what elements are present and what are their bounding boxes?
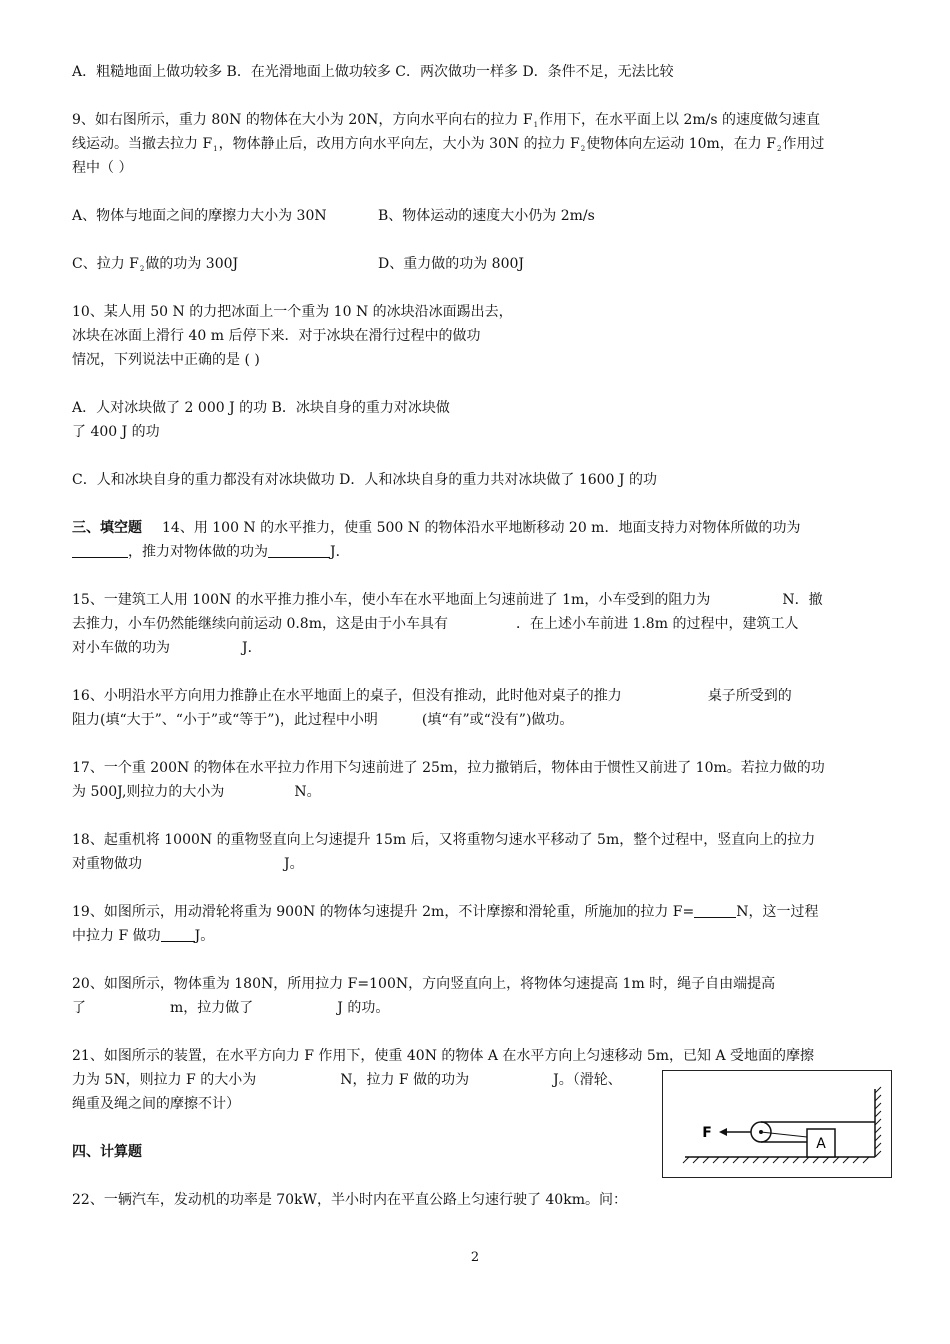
- q8-options: A．粗糙地面上做功较多 B．在光滑地面上做功较多 C．两次做功一样多 D．条件不足，无法比较: [72, 64, 674, 80]
- q21-line2-b: N，拉力 F 做的功为: [340, 1072, 470, 1088]
- force-label: F: [702, 1125, 712, 1141]
- q20-line1: 20、如图所示，物体重为 180N，所用拉力 F=100N，方向竖直向上，将物体匀速提高 1m 时，绳子自由端提高: [72, 976, 776, 992]
- section4-heading: 四、计算题: [72, 1144, 142, 1160]
- q9-option-c-b: 做的功为 300J: [145, 256, 239, 272]
- q15-line2-a: 去推力，小车仍然能继续向前运动 0.8m，这是由于小车具有: [72, 616, 448, 632]
- q19-line2-b: J。: [194, 928, 215, 944]
- q9-option-b: B、物体运动的速度大小仍为 2m/s: [378, 208, 595, 224]
- q17-line1: 17、一个重 200N 的物体在水平拉力作用下匀速前进了 25m，拉力撤销后，物体由于惯性又前进了 10m。若拉力做的功: [72, 760, 825, 776]
- q16-line1: [72, 686, 792, 706]
- answer-blank[interactable]: [268, 543, 330, 558]
- answer-blank[interactable]: [694, 903, 736, 918]
- q17-line2: [72, 782, 321, 802]
- subscript-1: 1: [533, 121, 539, 129]
- q14-text-c: J．: [330, 544, 350, 560]
- q16-line1-b: 桌子所受到的: [707, 688, 792, 704]
- block-a-label: A: [816, 1136, 826, 1152]
- q16-line2-b: (填“有”或“没有”)做功。: [421, 712, 574, 728]
- q19-line2-a: 中拉力 F 做功: [72, 928, 161, 944]
- q16-line1-a: 16、小明沿水平方向用力推静止在水平地面上的桌子，但没有推动，此时他对桌子的推力: [72, 688, 622, 704]
- subscript-2: 2: [139, 265, 145, 273]
- q19-line2: [72, 926, 214, 946]
- answer-blank[interactable]: [72, 543, 128, 558]
- q14-line1: [72, 518, 800, 538]
- q9-line2-c: 使物体向左运动 10m，在力 F: [586, 136, 776, 152]
- page-number: 2: [470, 1250, 480, 1265]
- answer-blank[interactable]: [161, 927, 195, 942]
- q15-line3: [72, 638, 262, 658]
- q20-line2-a: 了: [72, 1000, 86, 1016]
- q10-options-ab-cont: 了 400 J 的功: [72, 424, 160, 440]
- force-arrowhead: [719, 1128, 727, 1136]
- q15-line2-b: ．在上述小车前进 1.8m 的过程中，建筑工人: [516, 616, 799, 632]
- q9-line3: 程中（ ）: [72, 160, 133, 176]
- q18-line1: 18、起重机将 1000N 的重物竖直向上匀速提升 15m 后，又将重物匀速水平移动了 5m，整个过程中，竖直向上的拉力: [72, 832, 816, 848]
- q19-line1: [72, 902, 818, 922]
- q9-option-a: A、物体与地面之间的摩擦力大小为 30N: [72, 208, 327, 224]
- q14-text-b: ，推力对物体做的功为: [128, 544, 268, 560]
- q9-line2-b: ，物体静止后，改用方向水平向左，大小为 30N 的拉力 F: [218, 136, 580, 152]
- subscript-1: 1: [213, 145, 218, 153]
- q15-line1: [72, 590, 823, 610]
- q22-line1: 22、一辆汽车，发动机的功率是 70kW，半小时内在平直公路上匀速行驶了 40km。问：: [72, 1192, 627, 1208]
- q9-line2: [72, 134, 824, 159]
- q17-line2-b: N。: [294, 784, 321, 800]
- q20-line2-c: J 的功。: [337, 1000, 390, 1016]
- q18-line2: [72, 854, 304, 874]
- q18-line2-a: 对重物做功: [72, 856, 142, 872]
- q10-options-ab: A．人对冰块做了 2 000 J 的功 B．冰块自身的重力对冰块做: [72, 400, 450, 416]
- q10-options-cd: C．人和冰块自身的重力都没有对冰块做功 D．人和冰块自身的重力共对冰块做了 1600 J 的功: [72, 472, 657, 488]
- q9-option-c: [72, 254, 238, 279]
- q21-line2: [72, 1070, 622, 1090]
- q10-line3: 情况，下列说法中正确的是 ( ): [72, 352, 260, 368]
- q10-line2: 冰块在冰面上滑行 40 m 后停下来．对于冰块在滑行过程中的做功: [72, 328, 481, 344]
- pulley-figure: [662, 1070, 892, 1178]
- q14-text-a: 14、用 100 N 的水平推力，使重 500 N 的物体沿水平地断移动 20 m．地面支持力对物体所做的功为: [162, 520, 801, 536]
- q15-line2: [72, 614, 798, 634]
- pulley-diagram: [663, 1071, 891, 1177]
- q9-line2-a: 线运动。当撤去拉力 F: [72, 136, 213, 152]
- q18-line2-b: J。: [284, 856, 304, 872]
- subscript-2: 2: [776, 145, 782, 153]
- q15-line3-a: 对小车做的功为: [72, 640, 170, 656]
- q9-option-d: D、重力做的功为 800J: [378, 256, 525, 272]
- q9-line1-b: 作用下，在水平面上以 2m/s 的速度做匀速直: [539, 112, 821, 128]
- q9-line1-a: 9、如右图所示，重力 80N 的物体在大小为 20N，方向水平向右的拉力 F: [72, 112, 533, 128]
- q9-line2-d: 作用过: [782, 136, 825, 152]
- q21-line3: 绳重及绳之间的摩擦不计）: [72, 1096, 240, 1112]
- q19-line1-a: 19、如图所示，用动滑轮将重为 900N 的物体匀速提升 2m，不计摩擦和滑轮重，所施加的拉力 F=: [72, 904, 695, 920]
- q9-line1: [72, 110, 820, 135]
- wall-hatch: [875, 1087, 881, 1157]
- q14-line2: [72, 542, 350, 562]
- ground-hatch: [683, 1157, 869, 1163]
- q15-line1-a: 15、一建筑工人用 100N 的水平推力推小车，使小车在水平地面上匀速前进了 1m，小车受到的阻力为: [72, 592, 711, 608]
- q10-line1: 10、某人用 50 N 的力把冰面上一个重为 10 N 的冰块沿冰面踢出去，: [72, 304, 513, 320]
- q20-line2-b: m，拉力做了: [170, 1000, 254, 1016]
- q21-line2-a: 力为 5N，则拉力 F 的大小为: [72, 1072, 257, 1088]
- subscript-2: 2: [580, 145, 586, 153]
- q21-line2-c: J。（滑轮、: [553, 1072, 622, 1088]
- q16-line2-a: 阻力(填“大于”、“小于”或“等于”)，此过程中小明: [72, 712, 378, 728]
- q20-line2: [72, 998, 389, 1018]
- q15-line3-b: J．: [242, 640, 262, 656]
- q19-line1-b: N，这一过程: [736, 904, 819, 920]
- q17-line2-a: 为 500J,则拉力的大小为: [72, 784, 225, 800]
- q9-option-c-a: C、拉力 F: [72, 256, 139, 272]
- section3-heading: 三、填空题: [72, 520, 142, 536]
- q21-line1: 21、如图所示的装置，在水平方向力 F 作用下，使重 40N 的物体 A 在水平方向上匀速移动 5m，已知 A 受地面的摩擦: [72, 1048, 815, 1064]
- q15-line1-b: N．撤: [782, 592, 823, 608]
- q16-line2: [72, 710, 573, 730]
